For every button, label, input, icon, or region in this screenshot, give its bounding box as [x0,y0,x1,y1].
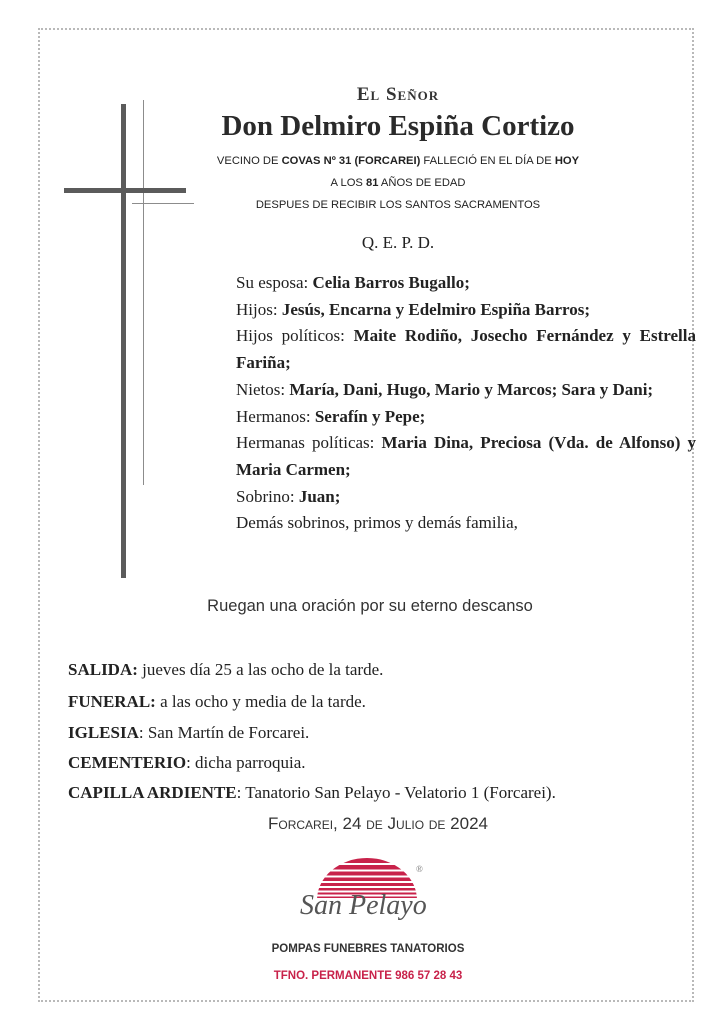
family-nephew: Sobrino: Juan; [236,486,341,506]
family-others: Demás sobrinos, primos y demás familia, [236,513,518,533]
title-prefix: El Señor [356,84,440,105]
family-list [236,270,696,537]
arrangement-funeral: FUNERAL: a las ocho y media de la tarde. [68,692,366,711]
family-sisters-in-law: Hermanas políticas: Maria Dina, Preciosa (Vda. de Alfonso) y Maria Carmen; [236,433,696,479]
age-line: A LOS 81 AÑOS DE EDAD [330,177,466,189]
residence-line: VECINO DE COVAS Nº 31 (FORCAREI) FALLECIÓ EN EL DÍA DE HOY [216,155,580,167]
family-siblings: Hermanos: Serafín y Pepe; [236,406,426,426]
date-place: Forcarei, 24 de Julio de 2024 [268,814,488,833]
logo-text: San Pelayo [300,890,427,921]
phone-line: TFNO. PERMANENTE 986 57 28 43 [273,970,463,982]
family-children: Hijos: Jesús, Encarna y Edelmiro Espiña Barros; [236,299,591,319]
arrangement-cementerio: CEMENTERIO: dicha parroquia. [68,753,306,772]
sacraments-line: DESPUES DE RECIBIR LOS SANTOS SACRAMENTOS [255,199,541,211]
prayer-line: Ruegan una oración por su eterno descanso [207,597,533,615]
family-grandchildren: Nietos: María, Dani, Hugo, Mario y Marcos; Sara y Dani; [236,379,654,399]
deceased-name: Don Delmiro Espiña Cortizo [221,110,575,142]
registered-mark: ® [416,864,423,874]
family-wife: Su esposa: Celia Barros Bugallo; [236,273,470,292]
arrangement-salida: SALIDA: jueves día 25 a las ocho de la tarde. [68,660,384,679]
arrangement-iglesia: IGLESIA: San Martín de Forcarei. [68,723,310,742]
family-in-laws: Hijos políticos: Maite Rodiño, Josecho Fernández y Estrella Fariña; [236,326,696,373]
company-tagline: POMPAS FUNEBRES TANATORIOS [271,943,465,955]
qepd: Q. E. P. D. [361,233,435,252]
arrangement-capilla: CAPILLA ARDIENTE: Tanatorio San Pelayo - Velatorio 1 (Forcarei). [68,783,556,802]
